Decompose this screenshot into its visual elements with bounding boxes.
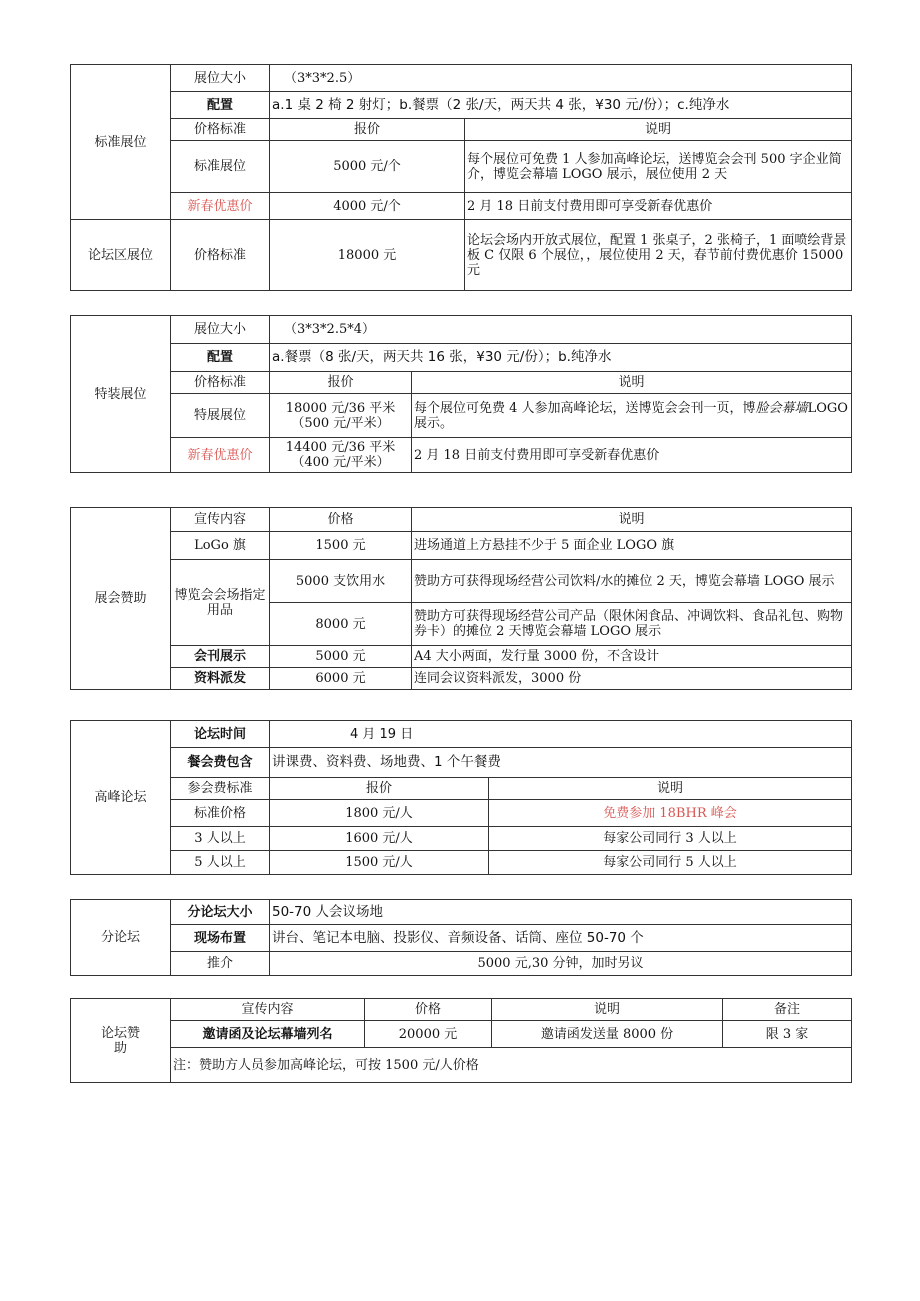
quote-header: 报价 xyxy=(270,778,489,800)
table-row-name: 资料派发 xyxy=(171,668,270,690)
table-row-name: 会刊展示 xyxy=(171,646,270,668)
table-row-price: 18000 元/36 平米（500 元/平米） xyxy=(270,394,412,438)
size-value: （3*3*2.5*4） xyxy=(270,316,852,344)
table-row-note: 限 3 家 xyxy=(723,1021,852,1048)
table-row-name: 特展展位 xyxy=(171,394,270,438)
footnote: 注：赞助方人员参加高峰论坛，可按 1500 元/人价格 xyxy=(171,1048,852,1083)
subforum-table xyxy=(70,899,852,976)
table-row-price: 4000 元/个 xyxy=(270,193,465,220)
table-row-price: 5000 支饮用水 xyxy=(270,560,412,603)
designated-products-label: 博览会会场指定用品 xyxy=(171,560,270,646)
table-row-desc: 2 月 18 日前支付费用即可享受新春优惠价 xyxy=(465,193,852,220)
note-header: 备注 xyxy=(723,999,852,1021)
content-header: 宣传内容 xyxy=(171,999,365,1021)
spring-discount-label: 新春优惠价 xyxy=(171,193,270,220)
desc-part-italic: 脸会幕墙 xyxy=(755,400,808,416)
desc-header: 说明 xyxy=(465,119,852,141)
setup-value: 讲台、笔记本电脑、投影仪、音频设备、话筒、座位 50-70 个 xyxy=(270,925,852,952)
fee-standard-header: 参会费标准 xyxy=(171,778,270,800)
size-value: （3*3*2.5） xyxy=(270,65,852,92)
table-row-desc: 进场通道上方悬挂不少于 5 面企业 LOGO 旗 xyxy=(412,532,852,560)
quote-header: 报价 xyxy=(270,119,465,141)
table-row-price: 1600 元/人 xyxy=(270,827,489,851)
table-row-desc: 连同会议资料派发，3000 份 xyxy=(412,668,852,690)
table-row-desc: 每家公司同行 3 人以上 xyxy=(489,827,852,851)
table-row-name: 邀请函及论坛幕墙列名 xyxy=(171,1021,365,1048)
desc-part: 每个展位可免费 4 人参加高峰论坛，送博览会会刊一页，博 xyxy=(414,400,756,416)
table-row-price: 8000 元 xyxy=(270,603,412,646)
table-row-name: 3 人以上 xyxy=(171,827,270,851)
table-row-desc: 每家公司同行 5 人以上 xyxy=(489,851,852,875)
table-row-price: 20000 元 xyxy=(365,1021,492,1048)
time-value: 4 月 19 日 xyxy=(270,721,852,748)
standard-section-title: 标准展位 xyxy=(71,65,171,220)
table-row-price: 14400 元/36 平米（400 元/平米） xyxy=(270,438,412,473)
config-label: 配置 xyxy=(171,344,270,372)
size-label: 展位大小 xyxy=(171,65,270,92)
special-section-title: 特装展位 xyxy=(71,316,171,473)
subforum-size-label: 分论坛大小 xyxy=(171,900,270,925)
price-standard-header: 价格标准 xyxy=(171,119,270,141)
forum-sponsor-table xyxy=(70,998,852,1083)
desc-header: 说明 xyxy=(412,508,852,532)
desc-part: LOGO 展示。 xyxy=(414,400,848,431)
config-value: a.餐票（8 张/天，两天共 16 张，¥30 元/份）；b.纯净水 xyxy=(270,344,852,372)
table-row-price: 1800 元/人 xyxy=(270,800,489,827)
price-standard-header: 价格标准 xyxy=(171,372,270,394)
table-row-price: 1500 元 xyxy=(270,532,412,560)
summit-section-title: 高峰论坛 xyxy=(71,721,171,875)
table-row-desc: 每个展位可免费 1 人参加高峰论坛，送博览会会刊 500 字企业简介，博览会幕墙 LOGO 展示，展位使用 2 天 xyxy=(465,141,852,193)
table-row-desc: 赞助方可获得现场经营公司饮料/水的摊位 2 天，博览会幕墙 LOGO 展示 xyxy=(412,560,852,603)
spring-discount-label: 新春优惠价 xyxy=(171,438,270,473)
table-row-desc: 免费参加 18BHR 峰会 xyxy=(489,800,852,827)
table-row-price: 5000 元/个 xyxy=(270,141,465,193)
standard-booth-table xyxy=(70,64,852,291)
table-row-desc: A4 大小两面，发行量 3000 份，不含设计 xyxy=(412,646,852,668)
forum-booth-price: 18000 元 xyxy=(270,220,465,291)
time-label: 论坛时间 xyxy=(171,721,270,748)
table-row-name: 5 人以上 xyxy=(171,851,270,875)
fee-label: 餐会费包含 xyxy=(171,748,270,778)
sponsor-section-title: 展会赞助 xyxy=(71,508,171,690)
fee-value: 讲课费、资料费、场地费、1 个午餐费 xyxy=(270,748,852,778)
special-booth-table xyxy=(70,315,852,473)
table-row-price: 1500 元/人 xyxy=(270,851,489,875)
forum-booth-section-title: 论坛区展位 xyxy=(71,220,171,291)
table-row-name: 标准价格 xyxy=(171,800,270,827)
promo-label: 推介 xyxy=(171,952,270,976)
forum-sponsor-section-title: 论坛赞助 xyxy=(71,999,171,1083)
table-row-desc: 2 月 18 日前支付费用即可享受新春优惠价 xyxy=(412,438,852,473)
subforum-section-title: 分论坛 xyxy=(71,900,171,976)
table-row-price: 6000 元 xyxy=(270,668,412,690)
subforum-size-value: 50-70 人会议场地 xyxy=(270,900,852,925)
table-row-name: LoGo 旗 xyxy=(171,532,270,560)
size-label: 展位大小 xyxy=(171,316,270,344)
desc-header: 说明 xyxy=(492,999,723,1021)
table-row-name: 标准展位 xyxy=(171,141,270,193)
expo-sponsor-table xyxy=(70,507,852,690)
config-value: a.1 桌 2 椅 2 射灯；b.餐票（2 张/天，两天共 4 张，¥30 元/份）；c.纯净水 xyxy=(270,92,852,119)
desc-header: 说明 xyxy=(489,778,852,800)
price-header: 价格 xyxy=(365,999,492,1021)
forum-booth-label: 价格标准 xyxy=(171,220,270,291)
promo-value: 5000 元,30 分钟，加时另议 xyxy=(270,952,852,976)
desc-header: 说明 xyxy=(412,372,852,394)
forum-booth-desc: 论坛会场内开放式展位，配置 1 张桌子，2 张椅子，1 面喷绘背景板 C 仅限 6 个展位，，展位使用 2 天，春节前付费优惠价 15000 元 xyxy=(465,220,852,291)
table-row-desc: 赞助方可获得现场经营公司产品（限休闲食品、冲调饮料、食品礼包、购物券卡）的摊位 2 天博览会幕墙 LOGO 展示 xyxy=(412,603,852,646)
table-row-desc: 邀请函发送量 8000 份 xyxy=(492,1021,723,1048)
setup-label: 现场布置 xyxy=(171,925,270,952)
config-label: 配置 xyxy=(171,92,270,119)
table-row-price: 5000 元 xyxy=(270,646,412,668)
summit-table xyxy=(70,720,852,875)
price-header: 价格 xyxy=(270,508,412,532)
content-header: 宣传内容 xyxy=(171,508,270,532)
table-row-desc xyxy=(412,394,852,438)
quote-header: 报价 xyxy=(270,372,412,394)
